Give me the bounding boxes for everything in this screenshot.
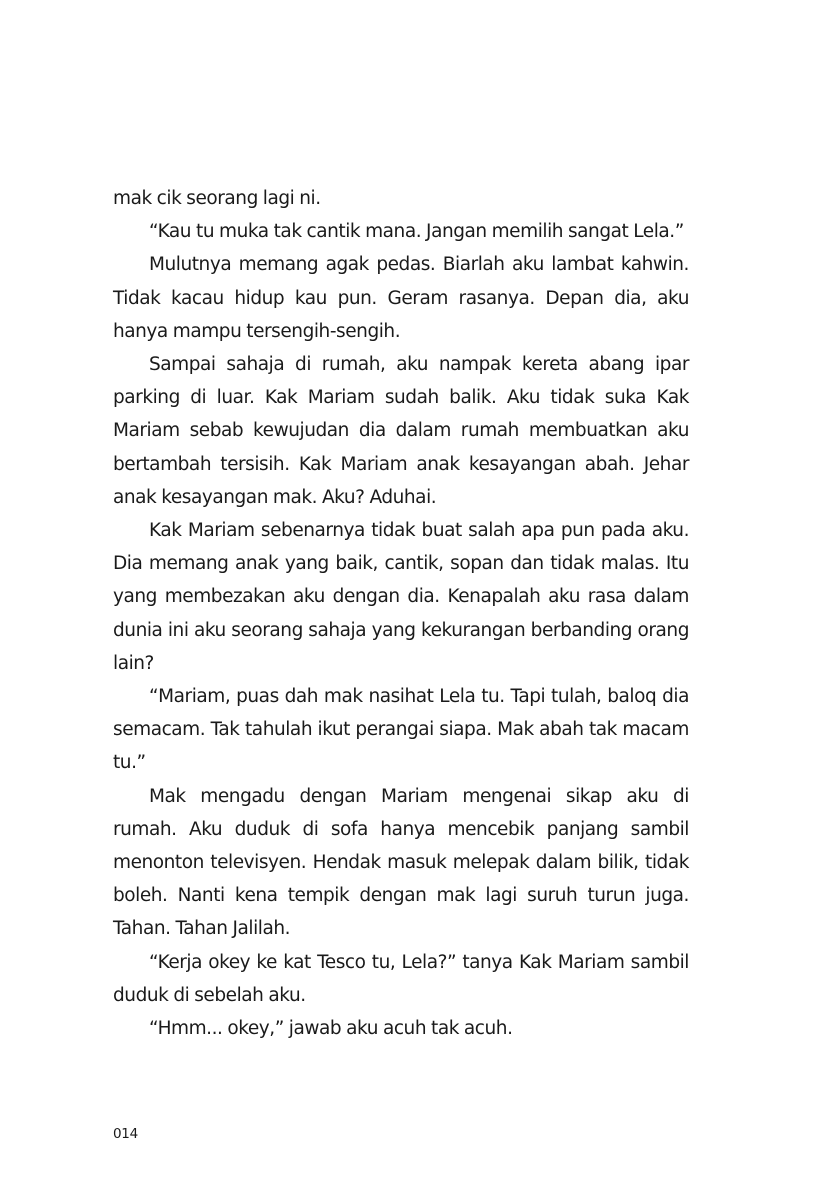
paragraph: “Hmm... okey,” jawab aku acuh tak acuh.: [149, 1018, 513, 1040]
paragraph: Kak Mariam sebenarnya tidak buat salah apa pun pada aku. Dia memang anak yang baik, cantik, sopan dan tidak malas. Itu yang membezakan aku dengan dia. Kenapalah aku rasa dalam dunia ini aku seorang sahaja yang kekurangan berbanding orang lain?: [113, 520, 689, 674]
paragraph: mak cik seorang lagi ni.: [113, 188, 321, 209]
page-number: 014: [113, 1126, 138, 1142]
body-text: [113, 182, 689, 1045]
paragraph: “Kerja okey ke kat Tesco tu, Lela?” tanya Kak Mariam sambil duduk di sebelah aku.: [113, 951, 689, 1006]
paragraph: Mulutnya memang agak pedas. Biarlah aku lambat kahwin. Tidak kacau hidup kau pun. Geram rasanya. Depan dia, aku hanya mampu tersengih-sengih.: [113, 254, 689, 342]
paragraph: “Mariam, puas dah mak nasihat Lela tu. Tapi tulah, baloq dia semacam. Tak tahulah ikut perangai siapa. Mak abah tak macam tu.”: [113, 686, 689, 774]
paragraph: Mak mengadu dengan Mariam mengenai sikap aku di rumah. Aku duduk di sofa hanya mencebik panjang sambil menonton televisyen. Hendak masuk melepak dalam bilik, tidak boleh. Nanti kena tempik dengan mak lagi suruh turun juga. Tahan. Tahan Jalilah.: [113, 785, 689, 940]
paragraph: Sampai sahaja di rumah, aku nampak kereta abang ipar parking di luar. Kak Mariam sudah balik. Aku tidak suka Kak Mariam sebab kewujudan dia dalam rumah membuatkan aku bertambah tersisih. Kak Mariam anak kesayangan abah. Jehar anak kesayangan mak. Aku? Aduhai.: [113, 354, 689, 508]
paragraph: “Kau tu muka tak cantik mana. Jangan memilih sangat Lela.”: [149, 221, 684, 243]
